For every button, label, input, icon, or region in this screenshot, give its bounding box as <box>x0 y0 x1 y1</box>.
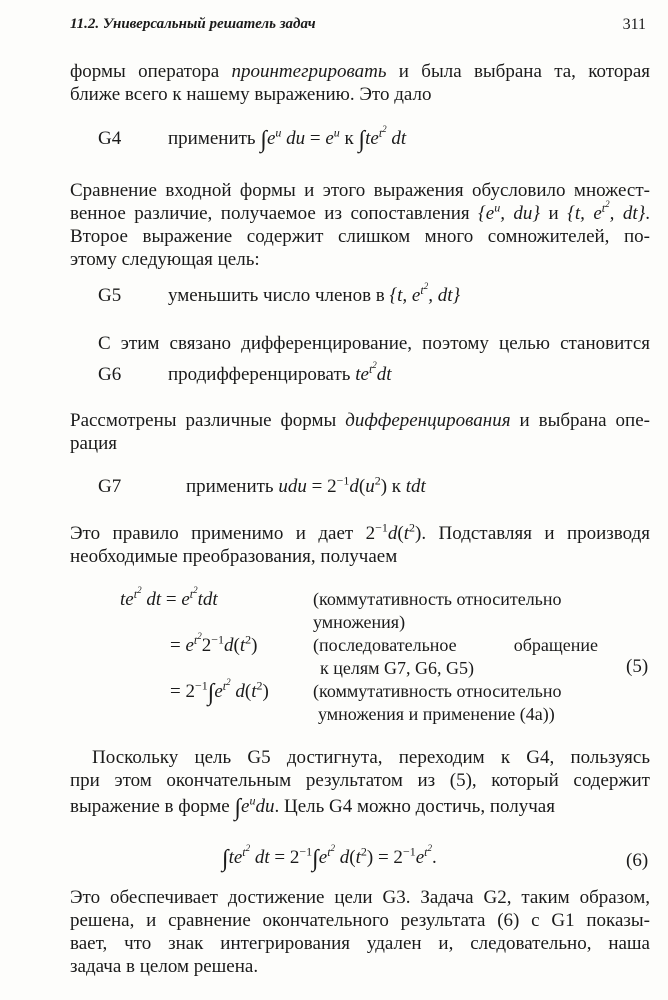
paragraph-6 <box>70 746 650 820</box>
equation-6: $\int te^{t^2}$ dt = $2^{-1}\int e^{t^2}$ $d(t^2) = 2^{-1}e^{t^2}$. <box>222 842 437 872</box>
paragraph-line: задача в целом решена. <box>70 956 259 977</box>
derivation-line-3: = $2^{-1}\int e^{t^2}$ $d(t^2)$ <box>170 676 269 706</box>
goal-g4 <box>98 123 598 155</box>
paragraph-line: решена, и сравнение окончательного результата (6) с G1 показы- <box>70 910 650 931</box>
paragraph-4 <box>70 409 650 455</box>
paragraph-line: Это правило применимо и дает $2^{-1}d(t^2)$. Подставляя и производя <box>70 520 651 544</box>
section-title: 11.2. Универсальный решатель задач <box>70 16 316 32</box>
goal-label: G5 <box>98 285 122 306</box>
derivation-comment-1: (коммутативность относительно умножения) <box>313 589 562 632</box>
paragraph-line: этому следующая цель: <box>70 249 260 270</box>
paragraph-line: рация <box>70 433 118 454</box>
equation-number-6: (6) <box>626 850 649 871</box>
page-number: 311 <box>622 16 646 33</box>
paragraph-3 <box>70 332 650 355</box>
paragraph-line: Поскольку цель G5 достигнута, переходим к G4, пользуясь <box>92 747 650 768</box>
derivation-comment-3: (коммутативность относительно умножения и применение (4а)) <box>313 681 562 724</box>
running-header <box>70 16 646 40</box>
goal-g5 <box>98 280 598 312</box>
paragraph-line: формы оператора проинтегрировать и была выбрана та, которая <box>70 61 650 82</box>
paragraph-line: выражение в форме $\int e^udu$. Цель G4 можно достичь, получая <box>70 793 555 821</box>
goal-text: уменьшить число членов в {t, $e^{t^2}$, dt} <box>168 280 461 306</box>
paragraph-7 <box>70 886 650 978</box>
paragraph-line: венное различие, получаемое из сопоставления {$e^u$, du} и {t, $e^{t^2}$, dt}. <box>70 198 650 224</box>
goal-label: G6 <box>98 364 122 385</box>
goal-label: G7 <box>98 476 122 497</box>
paragraph-2 <box>70 179 650 271</box>
paragraph-line: ближе всего к нашему выражению. Это дало <box>70 84 432 105</box>
paragraph-1 <box>70 60 650 106</box>
equation-number-5: (5) <box>626 656 649 677</box>
paragraph-line: при этом окончательным результатом из (5), который содержит <box>70 770 650 791</box>
goal-text: продифференцировать $te^{t^2}dt$ <box>168 359 392 385</box>
goal-label: G4 <box>98 128 122 149</box>
paragraph-line: Это обеспечивает достижение цели G3. Задача G2, таким образом, <box>70 887 650 908</box>
goal-g6 <box>98 359 598 391</box>
paragraph-line: С этим связано дифференцирование, поэтому целью становится <box>98 333 650 354</box>
paragraph-line: вает, что знак интегрирования удален и, следовательно, наша <box>70 933 650 954</box>
derivation-line-1: $te^{t^2}$ dt = $e^{t^2}tdt$ <box>120 584 218 610</box>
goal-text: применить $\int e^u$ du = $e^u$ к $\int te^{t^2}$ dt <box>168 123 407 153</box>
paragraph-line: Рассмотрены различные формы дифференцирования и выбрана опе- <box>70 410 650 431</box>
goal-text: применить udu = $2^{-1}d(u^2)$ к tdt <box>186 473 426 497</box>
derivation-comment-2: (последовательное обращение к целям G7, G6, G5) <box>313 635 598 678</box>
paragraph-line: Сравнение входной формы и этого выражения обусловило множест- <box>70 180 650 201</box>
paragraph-line: Второе выражение содержит слишком много сомножителей, по- <box>70 226 650 247</box>
derivation-line-2: = $e^{t^2}2^{-1}d(t^2)$ <box>170 630 258 656</box>
paragraph-5 <box>70 522 650 568</box>
paragraph-line: необходимые преобразования, получаем <box>70 546 398 567</box>
goal-g7 <box>98 475 598 503</box>
